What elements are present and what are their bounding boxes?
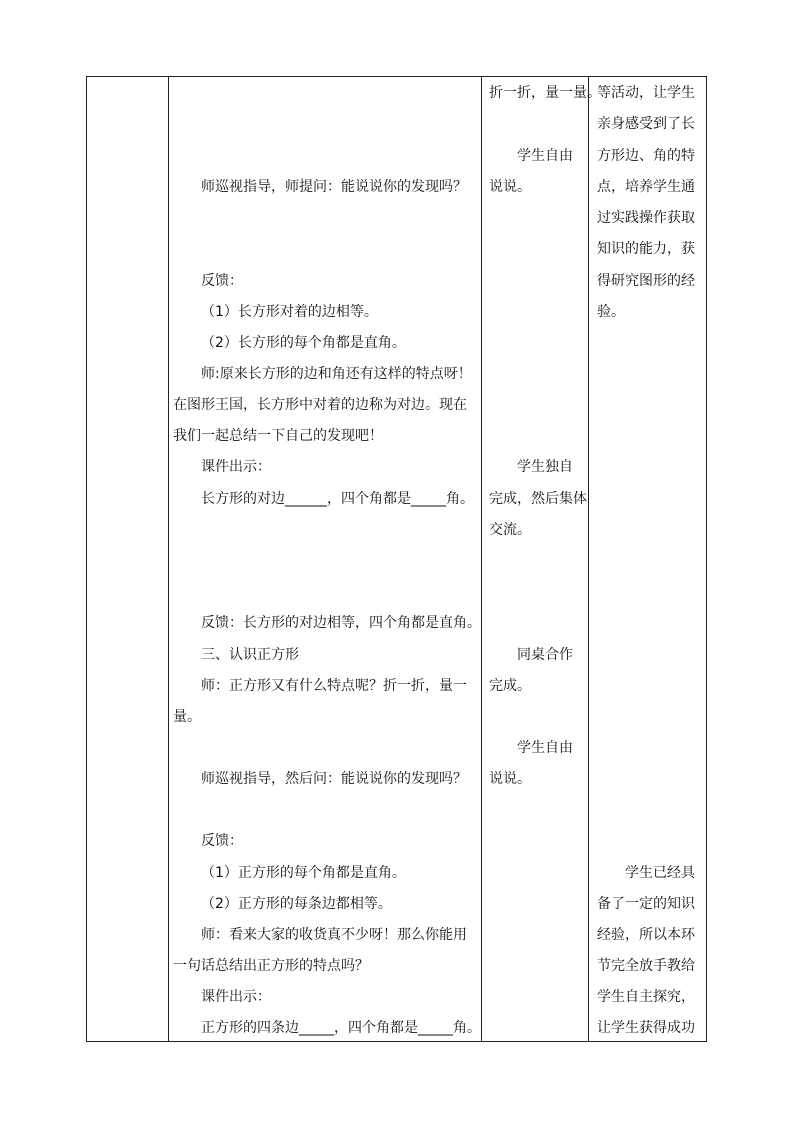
text-line: 经验，所以本环: [597, 927, 695, 943]
text-line: 一句话总结出正方形的特点吗？: [173, 958, 369, 974]
text-line: 完成，然后集体: [489, 491, 587, 507]
text-line: 方形边、角的特: [597, 148, 695, 164]
text-line: 反馈：: [201, 273, 243, 289]
text-line: 量。: [173, 709, 201, 725]
text-line: 课件出示：: [201, 459, 271, 475]
text-line: 师巡视指导，师提问：能说说你的发现吗？: [201, 179, 467, 195]
text-line: 完成。: [489, 678, 531, 694]
text-line: 学生自主探究，: [597, 989, 695, 1005]
text-line: 备了一定的知识: [597, 896, 695, 912]
text-line: （1）正方形的每个角都是直角。: [201, 865, 406, 881]
text-line: （2）正方形的每条边都相等。: [201, 896, 392, 912]
text-line: （2）长方形的每个角都是直角。: [201, 335, 406, 351]
fill-in-blank-line: 长方形的对边______，四个角都是_____角。: [201, 491, 474, 507]
text-line: 师巡视指导，然后问：能说说你的发现吗？: [201, 771, 467, 787]
text-line: 学生已经具: [625, 865, 695, 881]
design-intent-cell: [589, 77, 706, 1041]
text-line: 学生自由: [517, 148, 573, 164]
text-line: 反馈：: [201, 833, 243, 849]
text-line: 等活动，让学生: [597, 85, 695, 101]
text-line: 学生自由: [517, 740, 573, 756]
teacher-activity-cell: [169, 77, 481, 1041]
text-line: 点，培养学生通: [597, 179, 695, 195]
text-line: 节完全放手教给: [597, 958, 695, 974]
text-line: （1）长方形对着的边相等。: [201, 304, 378, 320]
text-line: 学生独自: [517, 459, 573, 475]
text-line: 同桌合作: [517, 647, 573, 663]
section-cell: [87, 77, 168, 1041]
text-line: 我们一起总结一下自己的发现吧！: [173, 428, 383, 444]
lesson-plan-table: [86, 76, 707, 1042]
text-line: 师：正方形又有什么特点呢？折一折，量一: [201, 678, 467, 694]
text-line: 师：看来大家的收货真不少呀！那么你能用: [201, 927, 467, 943]
text-line: 过实践操作获取: [597, 210, 695, 226]
text-line: 知识的能力，获: [597, 241, 695, 257]
text-line: 说说。: [489, 771, 531, 787]
text-line: 让学生获得成功: [597, 1020, 695, 1036]
text-line: 师:原来长方形的边和角还有这样的特点呀！: [201, 366, 472, 382]
section-heading: 三、认识正方形: [201, 647, 299, 663]
text-line: 说说。: [489, 179, 531, 195]
text-line: 交流。: [489, 522, 531, 538]
text-line: 课件出示：: [201, 989, 271, 1005]
text-line: 得研究图形的经: [597, 273, 695, 289]
text-line: 在图形王国，长方形中对着的边称为对边。现在: [173, 397, 467, 413]
student-activity-cell: [482, 77, 601, 1041]
text-line: 验。: [597, 304, 625, 320]
fill-in-blank-line: 正方形的四条边_____，四个角都是_____角。: [201, 1020, 481, 1036]
text-line: 反馈：长方形的对边相等，四个角都是直角。: [201, 615, 481, 631]
text-line: 亲身感受到了长: [597, 116, 695, 132]
text-line: 折一折，量一量。: [489, 85, 601, 101]
